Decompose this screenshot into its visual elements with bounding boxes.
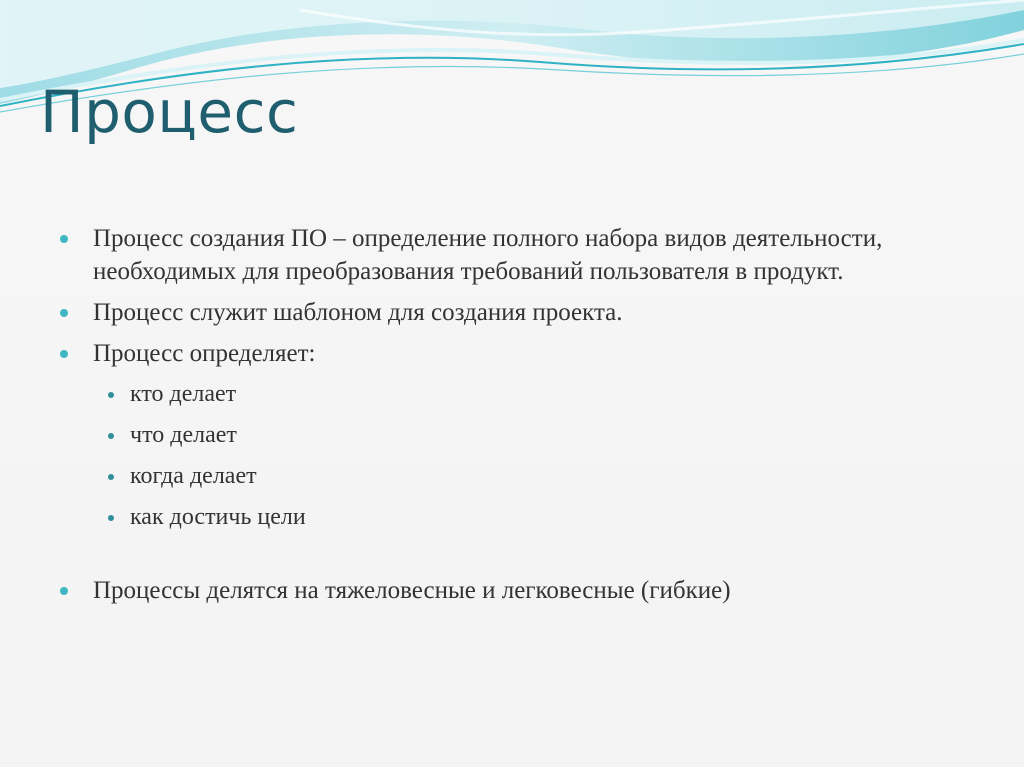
bullet-item: [60, 337, 960, 370]
bullet-text: Процесс создания ПО – определение полного набора видов деятельности, необходимых для преобразования требований пользователя в продукт.: [93, 225, 883, 285]
bullet-dot-icon: [60, 587, 68, 595]
sub-bullet-text: что делает: [130, 422, 237, 448]
spacer: [60, 542, 960, 574]
sub-bullet-item: [60, 501, 960, 534]
sub-bullet-item: [60, 460, 960, 493]
bullet-text: Процессы делятся на тяжеловесные и легковесные (гибкие): [93, 577, 731, 604]
sub-bullet-dot-icon: [108, 515, 114, 521]
bullet-item: [60, 296, 960, 329]
sub-bullet-dot-icon: [108, 433, 114, 439]
sub-bullet-list: [60, 378, 960, 534]
bullet-text: Процесс служит шаблоном для создания проекта.: [93, 299, 623, 326]
bullet-dot-icon: [60, 309, 68, 317]
bullet-item: [60, 222, 960, 288]
sub-bullet-item: [60, 419, 960, 452]
sub-bullet-dot-icon: [108, 474, 114, 480]
sub-bullet-item: [60, 378, 960, 411]
bullet-item: [60, 574, 960, 607]
sub-bullet-text: как достичь цели: [130, 504, 306, 530]
bullet-text: Процесс определяет:: [93, 340, 316, 367]
sub-bullet-text: кто делает: [130, 381, 237, 407]
sub-bullet-text: когда делает: [130, 463, 257, 489]
slide-body: [60, 222, 960, 615]
bullet-dot-icon: [60, 350, 68, 358]
sub-bullet-dot-icon: [108, 392, 114, 398]
bullet-dot-icon: [60, 235, 68, 243]
slide-title: Процесс: [40, 78, 299, 146]
